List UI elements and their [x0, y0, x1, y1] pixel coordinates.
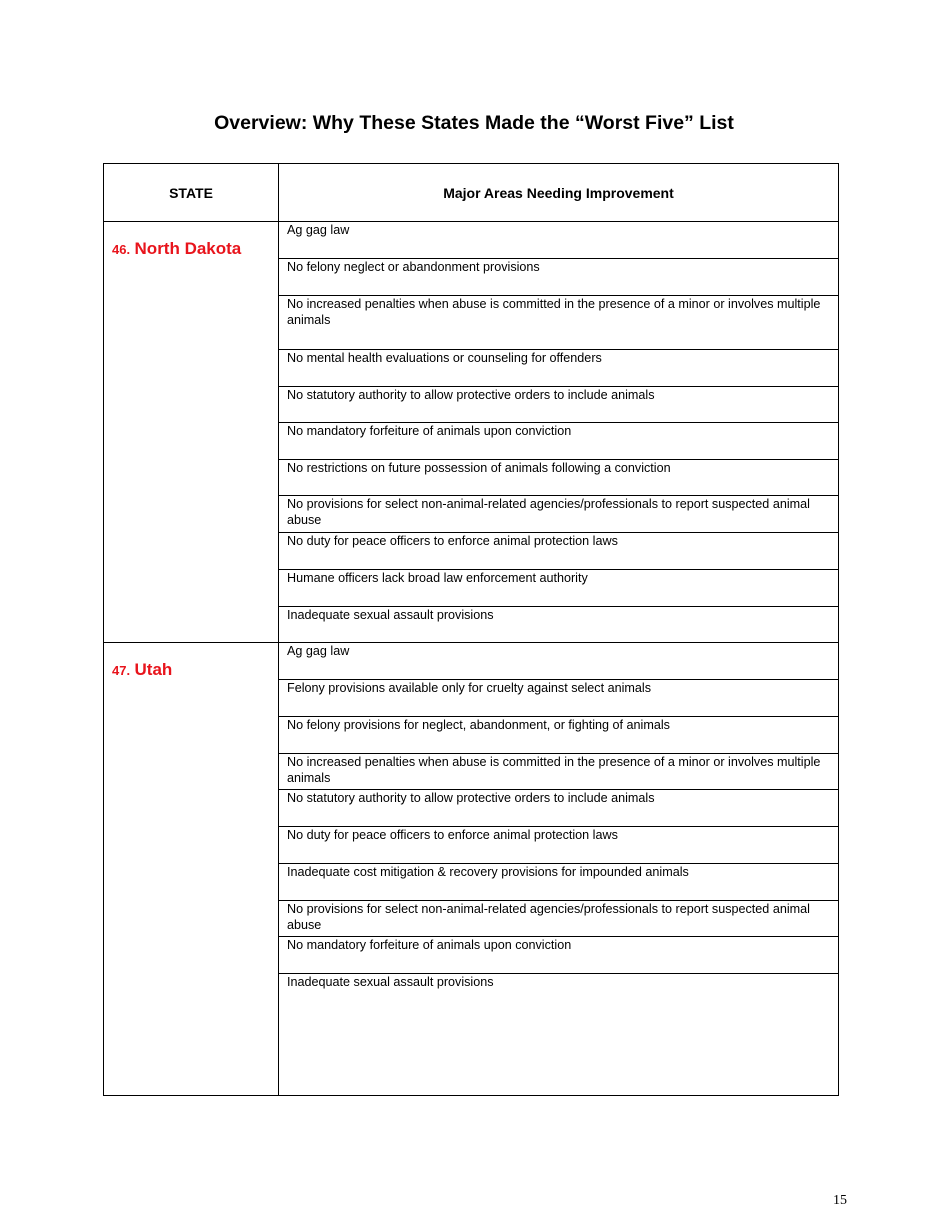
list-item: No mental health evaluations or counseling for offenders: [279, 350, 839, 387]
list-item: Humane officers lack broad law enforcement authority: [279, 570, 839, 607]
state-cell-utah: [104, 643, 279, 1096]
state-name: Utah: [134, 660, 173, 679]
list-item: No statutory authority to allow protective orders to include animals: [279, 387, 839, 423]
list-item: No statutory authority to allow protective orders to include animals: [279, 790, 839, 827]
list-item: No increased penalties when abuse is committed in the presence of a minor or involves multiple animals: [279, 754, 839, 790]
list-item: Felony provisions available only for cruelty against select animals: [279, 680, 839, 717]
list-item: No duty for peace officers to enforce animal protection laws: [279, 827, 839, 864]
state-label-utah: [112, 660, 172, 680]
list-item: Ag gag law: [279, 222, 839, 259]
page-title: Overview: Why These States Made the “Worst Five” List: [214, 112, 734, 134]
header-major-areas: Major Areas Needing Improvement: [279, 164, 839, 222]
list-item: Inadequate cost mitigation & recovery provisions for impounded animals: [279, 864, 839, 901]
table-row: [104, 643, 839, 680]
list-item: No restrictions on future possession of animals following a conviction: [279, 460, 839, 496]
state-cell-north-dakota: [104, 222, 279, 643]
list-item: Inadequate sexual assault provisions: [279, 974, 839, 1096]
state-rank: 46.: [112, 242, 131, 257]
state-label-north-dakota: [112, 239, 241, 259]
table-header-row: [104, 164, 839, 222]
page-number: 15: [833, 1193, 847, 1208]
list-item: No mandatory forfeiture of animals upon conviction: [279, 423, 839, 460]
table-row: [104, 222, 839, 259]
state-name: North Dakota: [134, 239, 242, 258]
list-item: No provisions for select non-animal-related agencies/professionals to report suspected animal abuse: [279, 901, 839, 937]
header-state: STATE: [104, 164, 279, 222]
state-rank: 47.: [112, 663, 131, 678]
list-item: No provisions for select non-animal-related agencies/professionals to report suspected animal abuse: [279, 496, 839, 533]
list-item: No felony neglect or abandonment provisions: [279, 259, 839, 296]
worst-five-table: [103, 163, 839, 1096]
list-item: No increased penalties when abuse is committed in the presence of a minor or involves multiple animals: [279, 296, 839, 350]
list-item: No felony provisions for neglect, abandonment, or fighting of animals: [279, 717, 839, 754]
list-item: Inadequate sexual assault provisions: [279, 607, 839, 643]
list-item: Ag gag law: [279, 643, 839, 680]
list-item: No duty for peace officers to enforce animal protection laws: [279, 533, 839, 570]
list-item: No mandatory forfeiture of animals upon conviction: [279, 937, 839, 974]
